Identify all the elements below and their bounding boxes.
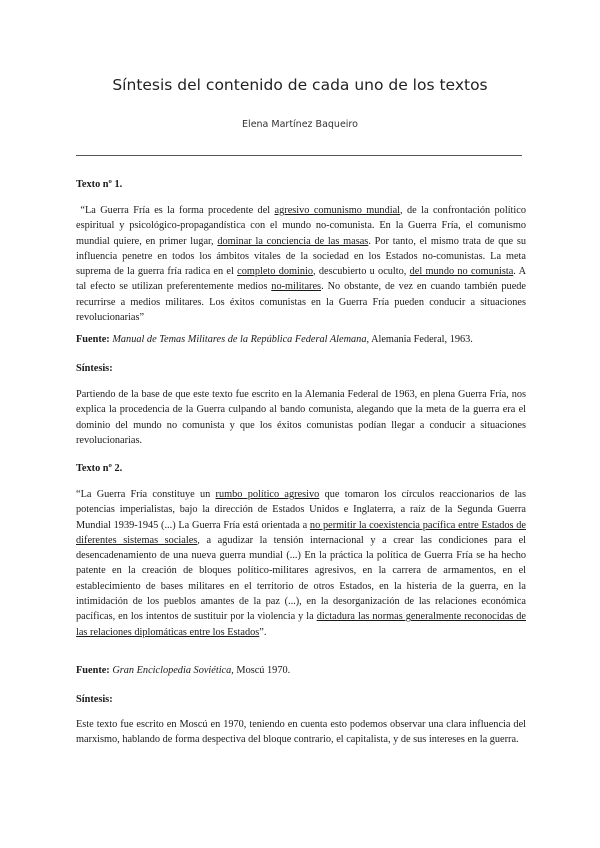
texto2-label: Texto nº 2. bbox=[76, 463, 123, 474]
texto1-source: Fuente: Manual de Temas Militares de la República Federal Alemana, Alemania Federal, 1963. bbox=[76, 334, 473, 345]
author-name: Elena Martínez Baqueiro bbox=[242, 119, 358, 130]
texto2-source: Fuente: Gran Enciclopedia Soviética, Moscú 1970. bbox=[76, 665, 291, 676]
texto1-quote: “La Guerra Fría es la forma procedente del agresivo comunismo mundial, de la confrontación político espiritual y psicológico-propagandística con el mundo no-comunista. En la Guerra Fría, el comunismo mundial quiere, en primer lugar, dominar la conciencia de las masas. Por tanto, el mismo trata de que su influencia penetre en todos los ámbitos vitales de la sociedad en los Estados no-comunistas. La meta suprema de la guerra fría radica en el completo dominio, descubierto u oculto, del mundo no comunista. A tal efecto se utilizan preferentemente medios no-militares. No obstante, de vez en cuando también puede recurrirse a medios militares. Los éxitos comunistas en la Guerra Fría pueden conducir a situaciones revolucionarias” bbox=[76, 205, 527, 324]
page-title: Síntesis del contenido de cada uno de los textos bbox=[112, 76, 488, 94]
texto1-label: Texto nº 1. bbox=[76, 179, 123, 190]
texto2-synthesis-label: Síntesis: bbox=[76, 694, 113, 705]
texto2-quote: “La Guerra Fría constituye un rumbo político agresivo que tomaron los círculos reaccionarios de las potencias imperialistas, bajo la dirección de Estados Unidos e Inglaterra, a raíz de la Segunda Guerra Mundial 1939-1945 (...) La Guerra Fría está orientada a no permitir la coexistencia pacífica entre Estados de diferentes sistemas sociales, a agudizar la tensión internacional y a crear las condiciones para el desencadenamiento de una nueva guerra mundial (...) En la práctica la política de Guerra Fría se ha hecho patente en la creación de bloques político-militares agresivos, en la carrera de armamentos, en el establecimiento de bases militares en el territorio de otros Estados, en la histeria de la guerra, en la intimidación de los pueblos amantes de la paz (...), en la desorganización de las relaciones económica pacíficas, en los intentos de sustituir por la violencia y la dictadura las normas generalmente reconocidas de las relaciones diplomáticas entre los Estados”. bbox=[76, 489, 527, 638]
texto2-synthesis: Este texto fue escrito en Moscú en 1970, teniendo en cuenta esto podemos observar una clara influencia del marxismo, hablando de forma despectiva del bloque contrario, el capitalista, y de sus intereses en la guerra. bbox=[76, 719, 526, 746]
texto1-synthesis-label: Síntesis: bbox=[76, 363, 113, 374]
title-divider bbox=[76, 155, 522, 156]
texto1-synthesis: Partiendo de la base de que este texto fue escrito en la Alemania Federal de 1963, en plena Guerra Fría, nos explica la procedencia de la Guerra culpando al bando comunista, alegando que la meta de la guerra era el dominio del mundo no comunista y que los éxitos comunistas podían llegar a conducir a situaciones revolucionarias. bbox=[76, 389, 526, 446]
